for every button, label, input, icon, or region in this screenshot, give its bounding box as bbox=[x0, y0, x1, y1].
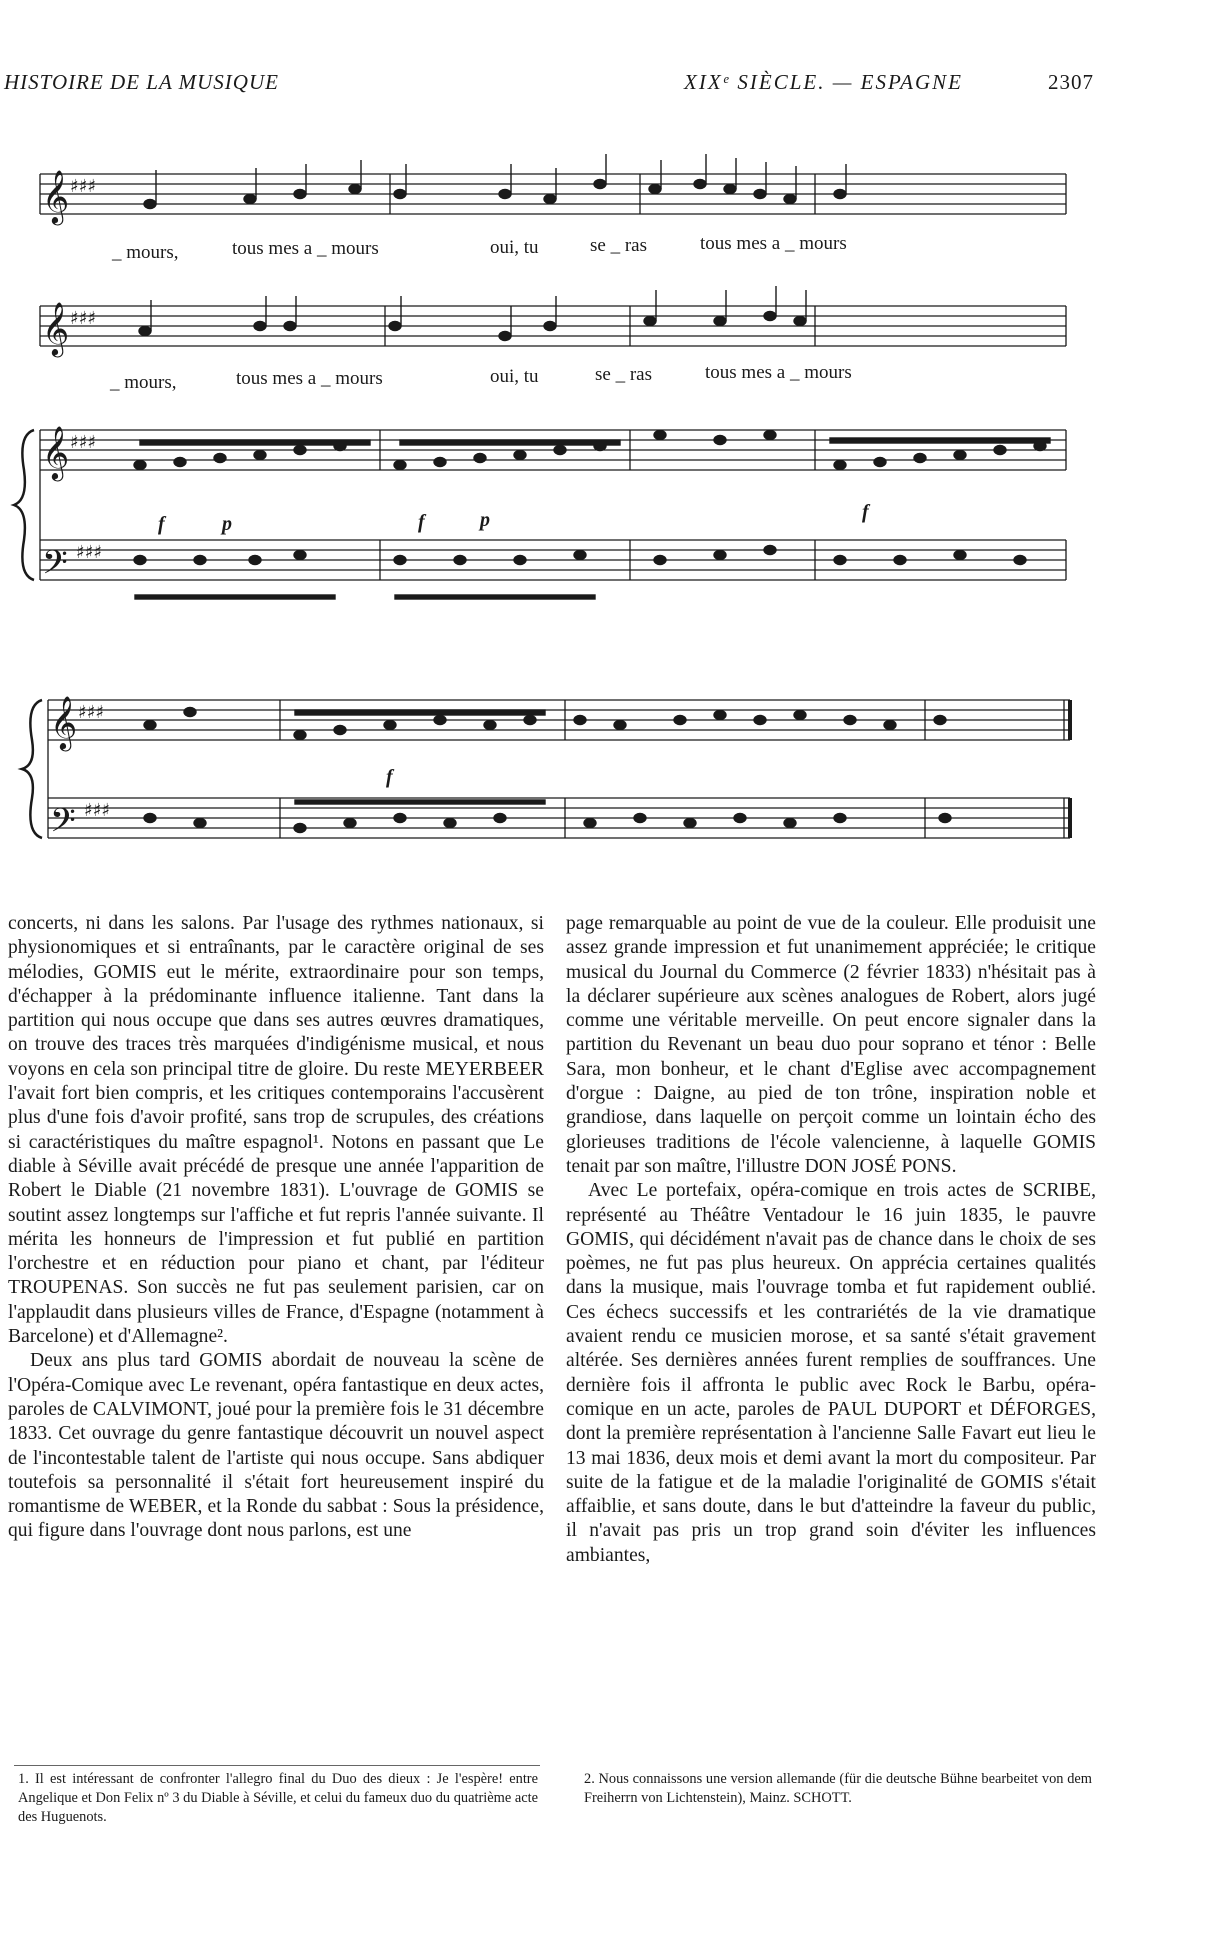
lyric-v2-1: _ mours, bbox=[110, 372, 177, 393]
dynamic-6: f bbox=[386, 766, 393, 788]
dynamic-3: f bbox=[418, 511, 425, 533]
lyric-v1-5: tous mes a _ mours bbox=[700, 233, 847, 254]
svg-text:𝄢: 𝄢 bbox=[42, 544, 68, 590]
svg-text:♯♯♯: ♯♯♯ bbox=[70, 308, 97, 329]
staff-voice-1 bbox=[40, 174, 1066, 214]
dynamic-5: f bbox=[862, 501, 869, 523]
paragraph: Avec Le portefaix, opéra-comique en trois actes de SCRIBE, représenté au Théâtre Ventadour le 16 juin 1835, le pauvre GOMIS, qui décidément n'avait pas de chance dans le choix de ses poèmes, ne fut pas plus heureux. On apprécia certaines qualités dans la musique, mais l'ouvrage tomba et fut rapidement oublié. Ces échecs successifs et les contrariétés de la vie dramatique avaient rendu ce musicien morose, et sa santé s'était gravement altérée. Ses dernières années furent remplies de souffrances. Une dernière fois il affronta le public avec Rock le Barbu, opéra-comique en un acte, paroles de PAUL DUPORT et DÉFORGES, dont la première représentation à l'ancienne Salle Favart eut lieu le 13 mai 1836, deux mois et demi avant la mort du compositeur. Par suite de la fatigue et de la maladie l'originalité de GOMIS s'était affaiblie, et sans doute, dans le but d'atteindre la faveur du public, il n'avait pas pris un trop grand soin d'éviter les influences ambiantes, bbox=[566, 1180, 1096, 1566]
footnote-2: 2. Nous connaissons une version allemande (für die deutsche Bühne bearbeitet von dem Freiherrn von Lichtenstein), Mainz. SCHOTT. bbox=[584, 1771, 1092, 1806]
lyric-v2-2: tous mes a _ mours bbox=[236, 368, 383, 389]
lyric-v2-4: se _ ras bbox=[595, 364, 652, 385]
music-score bbox=[0, 140, 1217, 900]
svg-text:♯♯♯: ♯♯♯ bbox=[70, 432, 97, 453]
staff-piano-bass-2 bbox=[48, 700, 1070, 838]
text-column-right bbox=[566, 912, 1096, 1568]
dynamic-1: f bbox=[158, 513, 165, 535]
running-head bbox=[4, 70, 1094, 98]
svg-text:♯♯♯: ♯♯♯ bbox=[76, 542, 103, 563]
svg-text:𝄢: 𝄢 bbox=[50, 802, 76, 848]
lyric-v2-3: oui, tu bbox=[490, 366, 539, 387]
lyric-v1-1: _ mours, bbox=[112, 242, 179, 263]
svg-text:𝄞: 𝄞 bbox=[42, 301, 70, 355]
footnote-1: 1. Il est intéressant de confronter l'allegro final du Duo des dieux : Je l'espère! entre Angelique et Don Felix nº 3 du Diable à Séville, et celui du fameux duo du quatrième acte des Huguenots. bbox=[18, 1771, 538, 1825]
svg-text:𝄞: 𝄞 bbox=[42, 169, 70, 223]
running-head-section: XIXᵉ SIÈCLE. — ESPAGNE bbox=[684, 70, 963, 94]
page-number: 2307 bbox=[1048, 70, 1094, 94]
staff-piano-treble-1 bbox=[40, 430, 1066, 470]
text-column-left bbox=[8, 912, 544, 1544]
paragraph: page remarquable au point de vue de la couleur. Elle produisit une assez grande impression et fut unanimement appréciée; le critique musical du Journal du Commerce (2 février 1833) n'hésitait pas à la déclarer supérieure aux scènes analogues de Robert, alors jugé comme une véritable merveille. On peut encore signaler dans la partition du Revenant un beau duo pour soprano et ténor : Belle Sara, mon bonheur, et le chant d'Eglise avec accompagnement d'orgue : Daigne, au pied de ton trône, inspiration noble et grandiose, dans laquelle on perçoit comme un lointain écho des glorieuses traditions de l'école valencienne, à laquelle GOMIS tenait par son maître, l'illustre DON JOSÉ PONS. bbox=[566, 913, 1096, 1177]
running-head-title: HISTOIRE DE LA MUSIQUE bbox=[4, 70, 279, 94]
footnote-divider bbox=[14, 1765, 540, 1766]
svg-text:♯♯♯: ♯♯♯ bbox=[78, 702, 105, 723]
staff-piano-bass-1 bbox=[40, 430, 1066, 580]
paragraph: concerts, ni dans les salons. Par l'usage des rythmes nationaux, si physionomiques et si entraînants, par le caractère original de ses mélodies, GOMIS eut le mérite, extraordinaire pour son temps, d'échapper à la prédominante influence italienne. Tant dans la partition qui nous occupe que dans ses autres œuvres dramatiques, on trouve des traces très marquées d'indigénisme musical, et nous voyons en cela son principal titre de gloire. Du reste MEYERBEER l'avait fort bien compris, et les critiques contemporains l'accusèrent plus d'une fois d'avoir profité, sans trop de scrupules, des créations si caractéristiques du maître espagnol¹. Notons en passant que Le diable à Séville avait précédé de presque une année l'apparition de Robert le Diable (21 novembre 1831). L'ouvrage de GOMIS se soutint assez longtemps sur l'affiche et fut repris l'année suivante. Il mérita les honneurs de l'impression et fut publié en partition l'orchestre et en réduction pour piano et chant, par l'éditeur TROUPENAS. Son succès ne fut pas seulement parisien, car on l'applaudit dans plusieurs villes de France, d'Espagne (notamment à Barcelone) et d'Allemagne². bbox=[8, 913, 544, 1348]
svg-text:𝄞: 𝄞 bbox=[42, 425, 70, 479]
lyric-v2-5: tous mes a _ mours bbox=[705, 362, 852, 383]
svg-text:♯♯♯: ♯♯♯ bbox=[70, 176, 97, 197]
svg-text:𝄞: 𝄞 bbox=[50, 695, 78, 749]
lyric-v1-3: oui, tu bbox=[490, 237, 539, 258]
lyric-v1-4: se _ ras bbox=[590, 235, 647, 256]
dynamic-2: p bbox=[222, 513, 232, 535]
staff-piano-treble-2 bbox=[48, 700, 1070, 740]
paragraph: Deux ans plus tard GOMIS abordait de nouveau la scène de l'Opéra-Comique avec Le revenant, opéra fantastique en deux actes, paroles de CALVIMONT, joué pour la première fois le 31 décembre 1833. Cet ouvrage du genre fantastique découvrit un nouvel aspect de l'incontestable talent de l'artiste qui nous occupe. Sans abdiquer toutefois sa personnalité il s'était fort heureusement inspiré du romantisme de WEBER, et la Ronde du sabbat : Sous la présidence, qui figure dans l'ouvrage dont nous parlons, est une bbox=[8, 1350, 544, 1542]
svg-text:♯♯♯: ♯♯♯ bbox=[84, 800, 111, 821]
dynamic-4: p bbox=[480, 509, 490, 531]
lyric-v1-2: tous mes a _ mours bbox=[232, 238, 379, 259]
